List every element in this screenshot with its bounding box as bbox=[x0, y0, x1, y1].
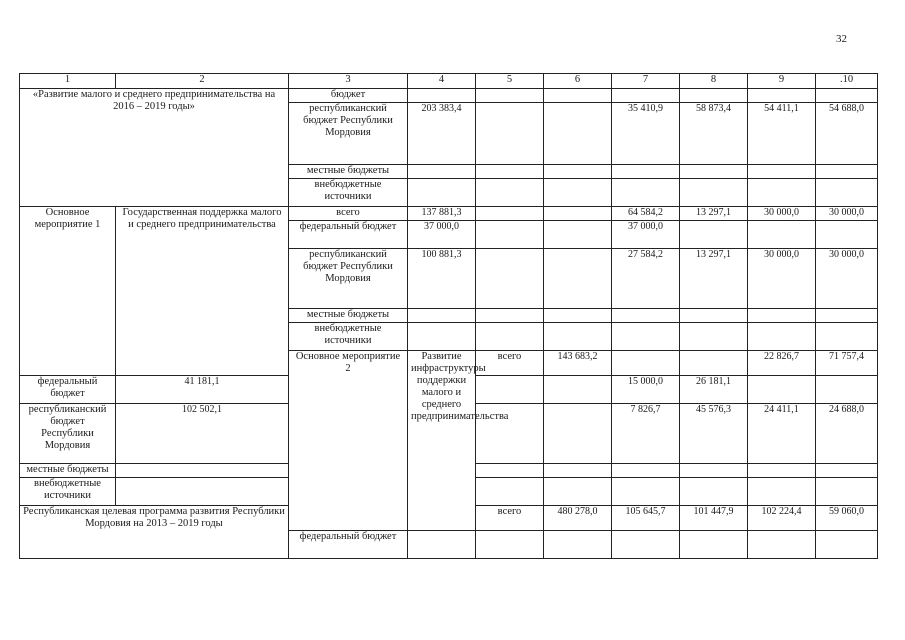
col-header: 4 bbox=[408, 74, 476, 89]
value-cell bbox=[816, 221, 878, 249]
page-number: 32 bbox=[836, 33, 847, 45]
table-row bbox=[20, 89, 878, 103]
source-cell: внебюджетные источники bbox=[20, 478, 116, 506]
source-cell: внебюджетные источники bbox=[289, 179, 408, 207]
table-row bbox=[20, 207, 878, 221]
measure-label: Основное мероприятие 1 bbox=[20, 207, 116, 376]
program-title: «Развитие малого и среднего предпринимательства на 2016 – 2019 годы» bbox=[20, 89, 289, 207]
col-header: 3 bbox=[289, 74, 408, 89]
col-header: .10 bbox=[816, 74, 878, 89]
value-cell: 41 181,1 bbox=[116, 376, 289, 404]
col-header: 9 bbox=[748, 74, 816, 89]
value-cell bbox=[544, 376, 612, 404]
source-cell: республиканский бюджет Республики Мордовия bbox=[289, 249, 408, 309]
value-cell: 58 873,4 bbox=[680, 103, 748, 165]
value-cell: 24 411,1 bbox=[748, 404, 816, 464]
value-cell: 7 826,7 bbox=[612, 404, 680, 464]
value-cell: 13 297,1 bbox=[680, 207, 748, 221]
source-cell: республиканский бюджет Республики Мордовия bbox=[20, 404, 116, 464]
value-cell: 15 000,0 bbox=[612, 376, 680, 404]
source-cell: местные бюджеты bbox=[289, 165, 408, 179]
value-cell: 30 000,0 bbox=[748, 249, 816, 309]
value-cell: 54 411,1 bbox=[748, 103, 816, 165]
value-cell: 102 502,1 bbox=[116, 404, 289, 464]
value-cell bbox=[748, 376, 816, 404]
measure-name: Государственная поддержка малого и среднего предпринимательства bbox=[116, 207, 289, 376]
value-cell: 37 000,0 bbox=[612, 221, 680, 249]
value-cell bbox=[680, 221, 748, 249]
col-header: 1 bbox=[20, 74, 116, 89]
value-cell bbox=[544, 221, 612, 249]
value-cell: 480 278,0 bbox=[544, 506, 612, 531]
value-cell: 102 224,4 bbox=[748, 506, 816, 531]
col-header: 5 bbox=[476, 74, 544, 89]
source-cell: внебюджетные источники bbox=[289, 323, 408, 351]
value-cell bbox=[680, 351, 748, 376]
value-cell: 203 383,4 bbox=[408, 103, 476, 165]
value-cell: 30 000,0 bbox=[748, 207, 816, 221]
value-cell: 30 000,0 bbox=[816, 207, 878, 221]
value-cell: 64 584,2 bbox=[612, 207, 680, 221]
value-cell bbox=[476, 207, 544, 221]
value-cell: 35 410,9 bbox=[612, 103, 680, 165]
source-cell: федеральный бюджет bbox=[289, 531, 408, 559]
value-cell bbox=[544, 404, 612, 464]
measure-label: Основное мероприятие 2 bbox=[289, 351, 408, 531]
source-cell: местные бюджеты bbox=[20, 464, 116, 478]
value-cell bbox=[544, 103, 612, 165]
value-cell: 137 881,3 bbox=[408, 207, 476, 221]
value-cell: 101 447,9 bbox=[680, 506, 748, 531]
budget-table bbox=[19, 73, 878, 559]
col-header: 7 bbox=[612, 74, 680, 89]
value-cell bbox=[748, 221, 816, 249]
value-cell bbox=[544, 249, 612, 309]
value-cell: 45 576,3 bbox=[680, 404, 748, 464]
value-cell: 59 060,0 bbox=[816, 506, 878, 531]
value-cell bbox=[476, 249, 544, 309]
target-program-title: Республиканская целевая программа развития Республики Мордовия на 2013 – 2019 годы bbox=[20, 506, 289, 559]
source-cell: бюджет bbox=[289, 89, 408, 103]
source-cell: федеральный бюджет bbox=[289, 221, 408, 249]
value-cell: 105 645,7 bbox=[612, 506, 680, 531]
value-cell: 30 000,0 bbox=[816, 249, 878, 309]
header-row bbox=[20, 74, 878, 89]
value-cell: 143 683,2 bbox=[544, 351, 612, 376]
value-cell: 37 000,0 bbox=[408, 221, 476, 249]
value-cell: 71 757,4 bbox=[816, 351, 878, 376]
source-cell: республиканский бюджет Республики Мордовия bbox=[289, 103, 408, 165]
source-cell: всего bbox=[289, 207, 408, 221]
measure-name: Развитие инфраструктуры поддержки малого и среднего предпринимательства bbox=[408, 351, 476, 531]
value-cell: 26 181,1 bbox=[680, 376, 748, 404]
source-cell: федеральный бюджет bbox=[20, 376, 116, 404]
value-cell bbox=[476, 221, 544, 249]
value-cell bbox=[612, 351, 680, 376]
value-cell: 22 826,7 bbox=[748, 351, 816, 376]
value-cell: 54 688,0 bbox=[816, 103, 878, 165]
value-cell: 100 881,3 bbox=[408, 249, 476, 309]
value-cell bbox=[476, 376, 544, 404]
value-cell: 24 688,0 bbox=[816, 404, 878, 464]
value-cell: 13 297,1 bbox=[680, 249, 748, 309]
value-cell: 27 584,2 bbox=[612, 249, 680, 309]
value-cell bbox=[476, 103, 544, 165]
col-header: 2 bbox=[116, 74, 289, 89]
source-cell: всего bbox=[476, 506, 544, 531]
value-cell bbox=[816, 376, 878, 404]
source-cell: местные бюджеты bbox=[289, 309, 408, 323]
col-header: 6 bbox=[544, 74, 612, 89]
source-cell: всего bbox=[476, 351, 544, 376]
col-header: 8 bbox=[680, 74, 748, 89]
value-cell bbox=[544, 207, 612, 221]
